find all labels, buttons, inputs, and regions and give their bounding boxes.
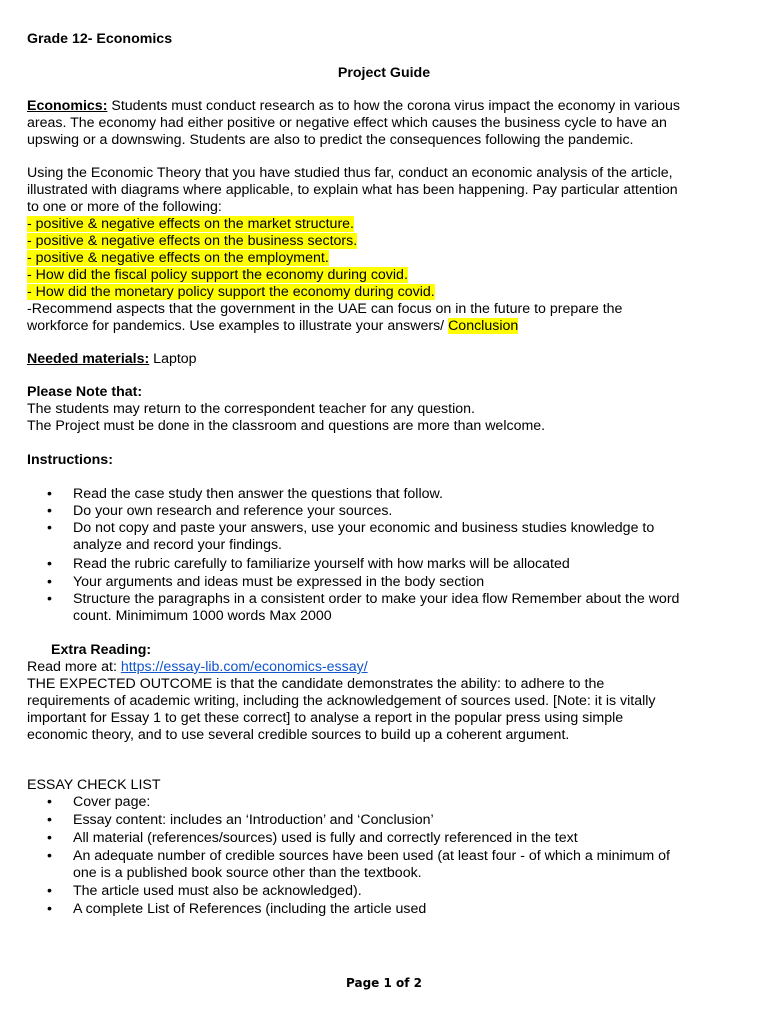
bullet-icon: • — [47, 901, 52, 917]
highlighted-point: - positive & negative effects on the market structure. — [27, 216, 354, 232]
grade-heading: Grade 12- Economics — [27, 31, 173, 47]
note-line-1: The students may return to the correspondent teacher for any question. — [27, 401, 475, 417]
list-item: Cover page: — [73, 794, 151, 810]
outcome-line-2: requirements of academic writing, including the acknowledgement of sources used. [Note: it is vitally — [27, 693, 656, 709]
instructions-heading: Instructions: — [27, 452, 113, 468]
checklist-heading: ESSAY CHECK LIST — [27, 777, 161, 793]
list-item: An adequate number of credible sources have been used (at least four - of which a minimum of — [73, 848, 670, 864]
bullet-icon: • — [47, 812, 52, 828]
conclusion-highlight: Conclusion — [448, 318, 519, 334]
list-item: Do your own research and reference your sources. — [73, 503, 393, 519]
page-number: Page 1 of 2 — [346, 976, 422, 990]
materials-line: Needed materials: Laptop — [27, 351, 197, 367]
extra-reading-heading: Extra Reading: — [51, 642, 152, 658]
highlighted-point: - How did the fiscal policy support the economy during covid. — [27, 267, 408, 283]
outcome-line-4: economic theory, and to use several credible sources to build up a coherent argument. — [27, 727, 570, 743]
essay-link[interactable]: https://essay-lib.com/economics-essay/ — [120, 659, 368, 675]
recommend-line-2: workforce for pandemics. Use examples to illustrate your answers/ Conclusion — [27, 318, 519, 334]
list-item: Read the rubric carefully to familiarize yourself with how marks will be allocated — [73, 556, 570, 572]
outcome-line-1: THE EXPECTED OUTCOME is that the candidate demonstrates the ability: to adhere to the — [27, 676, 605, 692]
list-item: Structure the paragraphs in a consistent order to make your idea flow Remember about the word — [73, 591, 680, 607]
analysis-line-3: to one or more of the following: — [27, 199, 222, 215]
page-title: Project Guide — [337, 65, 431, 81]
intro-line-2: areas. The economy had either positive or negative effect which causes the business cycle to have an — [27, 115, 667, 131]
note-heading: Please Note that: — [27, 384, 143, 400]
list-item: Essay content: includes an ‘Introduction’ and ‘Conclusion’ — [73, 812, 434, 828]
highlighted-point: - positive & negative effects on the business sectors. — [27, 233, 358, 249]
list-item: A complete List of References (including the article used — [73, 901, 427, 917]
bullet-icon: • — [47, 794, 52, 810]
list-item-continued: analyze and record your findings. — [73, 537, 282, 553]
list-item: Do not copy and paste your answers, use your economic and business studies knowledge to — [73, 520, 655, 536]
list-item: Your arguments and ideas must be expressed in the body section — [73, 574, 485, 590]
intro-line-3: upswing or a downswing. Students are also to predict the consequences following the pandemic. — [27, 132, 634, 148]
list-item: The article used must also be acknowledged). — [73, 883, 362, 899]
highlighted-point: - positive & negative effects on the employment. — [27, 250, 329, 266]
materials-label: Needed materials: — [27, 351, 150, 367]
bullet-icon: • — [47, 503, 52, 519]
outcome-line-3: important for Essay 1 to get these correct] to analyse a report in the popular press using simple — [27, 710, 624, 726]
intro-line-1: Economics: Students must conduct research as to how the corona virus impact the economy in various — [27, 98, 680, 114]
bullet-icon: • — [47, 591, 52, 607]
bullet-icon: • — [47, 520, 52, 536]
analysis-line-1: Using the Economic Theory that you have studied thus far, conduct an economic analysis of the article, — [27, 165, 673, 181]
analysis-line-2: illustrated with diagrams where applicable, to explain what has been happening. Pay particular attention — [27, 182, 678, 198]
bullet-icon: • — [47, 883, 52, 899]
highlighted-point: - How did the monetary policy support the economy during covid. — [27, 284, 435, 300]
list-item-continued: one is a published book source other than the textbook. — [73, 865, 422, 881]
bullet-icon: • — [47, 848, 52, 864]
list-item: Read the case study then answer the questions that follow. — [73, 486, 443, 502]
note-line-2: The Project must be done in the classroom and questions are more than welcome. — [27, 418, 546, 434]
recommend-line-1: -Recommend aspects that the government in the UAE can focus on in the future to prepare the — [27, 301, 623, 317]
economics-label: Economics: — [27, 98, 108, 114]
bullet-icon: • — [47, 486, 52, 502]
bullet-icon: • — [47, 574, 52, 590]
read-more-line: Read more at: https://essay-lib.com/economics-essay/ — [27, 659, 368, 675]
bullet-icon: • — [47, 830, 52, 846]
bullet-icon: • — [47, 556, 52, 572]
list-item-continued: count. Minimimum 1000 words Max 2000 — [73, 608, 332, 624]
list-item: All material (references/sources) used is fully and correctly referenced in the text — [73, 830, 578, 846]
